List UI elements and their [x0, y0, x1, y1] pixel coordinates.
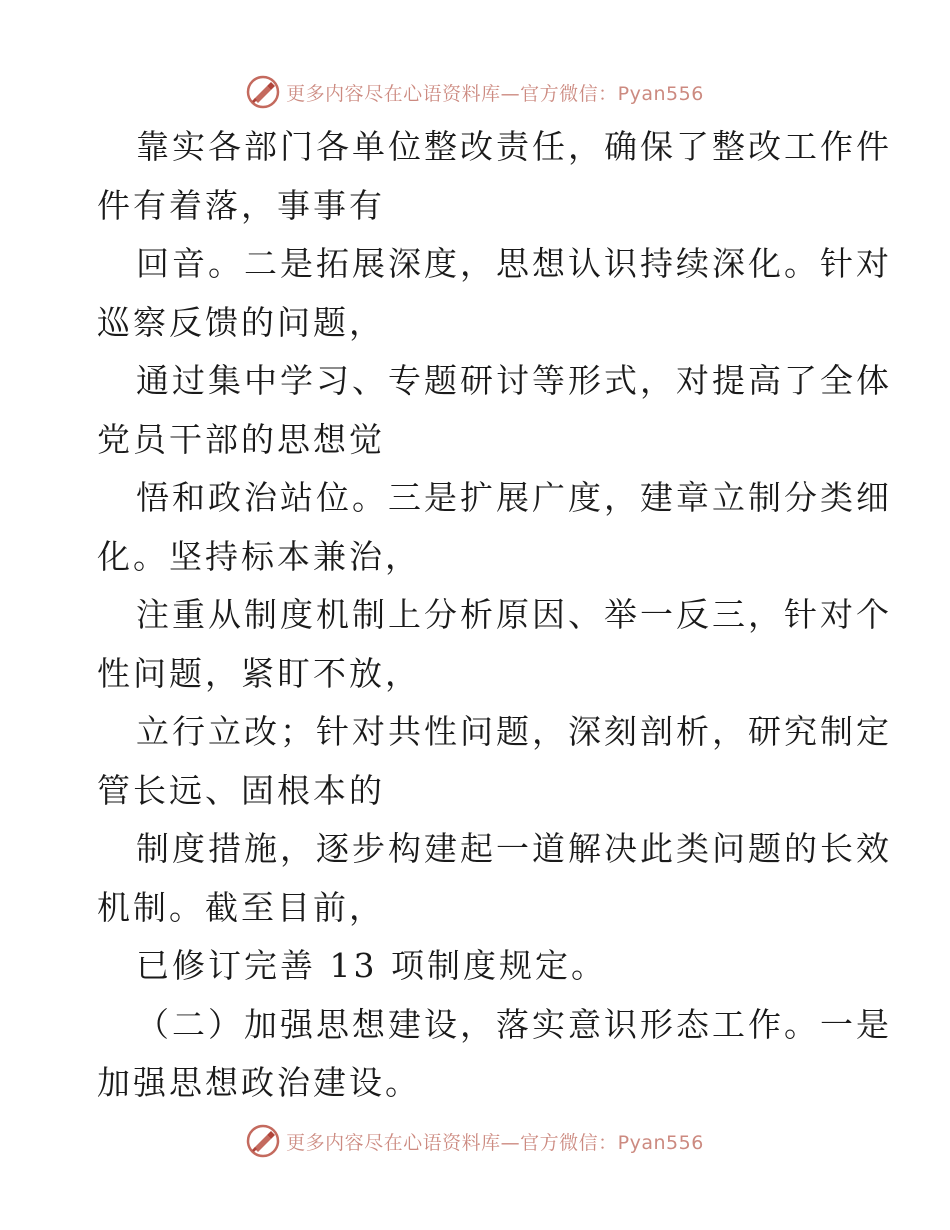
paragraph	[97, 118, 892, 235]
text-line: 立行立改；针对共性问题，深刻剖析，研究制定	[136, 712, 892, 751]
text-line: 性问题，紧盯不放，	[97, 653, 421, 693]
text-line: 已修订完善 13 项制度规定。	[136, 946, 607, 985]
text-line: 加强思想政治建设。	[97, 1063, 421, 1102]
text-line: 注重从制度机制上分析原因、举一反三，针对个	[136, 595, 892, 634]
text-line: （二）加强思想建设，落实意识形态工作。一是	[136, 1004, 892, 1044]
document-body	[97, 118, 892, 1113]
text-line: 靠实各部门各单位整改责任，确保了整改工作件	[136, 127, 892, 166]
text-line: 件有着落，事事有	[97, 185, 385, 225]
text-line: 管长远、固根本的	[97, 770, 385, 810]
text-line: 党员干部的思想觉	[97, 419, 385, 459]
watermark-text: 更多内容尽在心语资料库—官方微信：Pyan556	[286, 82, 704, 105]
paragraph	[97, 820, 892, 937]
paragraph	[97, 703, 892, 820]
watermark-logo-icon	[246, 1124, 280, 1158]
paragraph	[97, 996, 892, 1113]
paragraph	[97, 235, 892, 352]
text-line: 巡察反馈的问题，	[97, 302, 385, 342]
text-line: 通过集中学习、专题研讨等形式，对提高了全体	[136, 361, 892, 400]
text-line: 机制。截至目前，	[97, 887, 385, 927]
watermark-header	[0, 72, 950, 112]
paragraph	[97, 937, 857, 996]
text-line: 化。坚持标本兼治，	[97, 536, 421, 576]
paragraph	[97, 352, 892, 469]
watermark-footer	[0, 1121, 950, 1161]
text-line: 回音。二是拓展深度，思想认识持续深化。针对	[136, 244, 892, 283]
paragraph	[97, 469, 892, 586]
watermark-text: 更多内容尽在心语资料库—官方微信：Pyan556	[286, 1131, 704, 1154]
paragraph	[97, 586, 892, 703]
watermark-logo-icon	[246, 75, 280, 109]
text-line: 制度措施，逐步构建起一道解决此类问题的长效	[136, 829, 892, 868]
text-line: 悟和政治站位。三是扩展广度，建章立制分类细	[136, 478, 892, 517]
